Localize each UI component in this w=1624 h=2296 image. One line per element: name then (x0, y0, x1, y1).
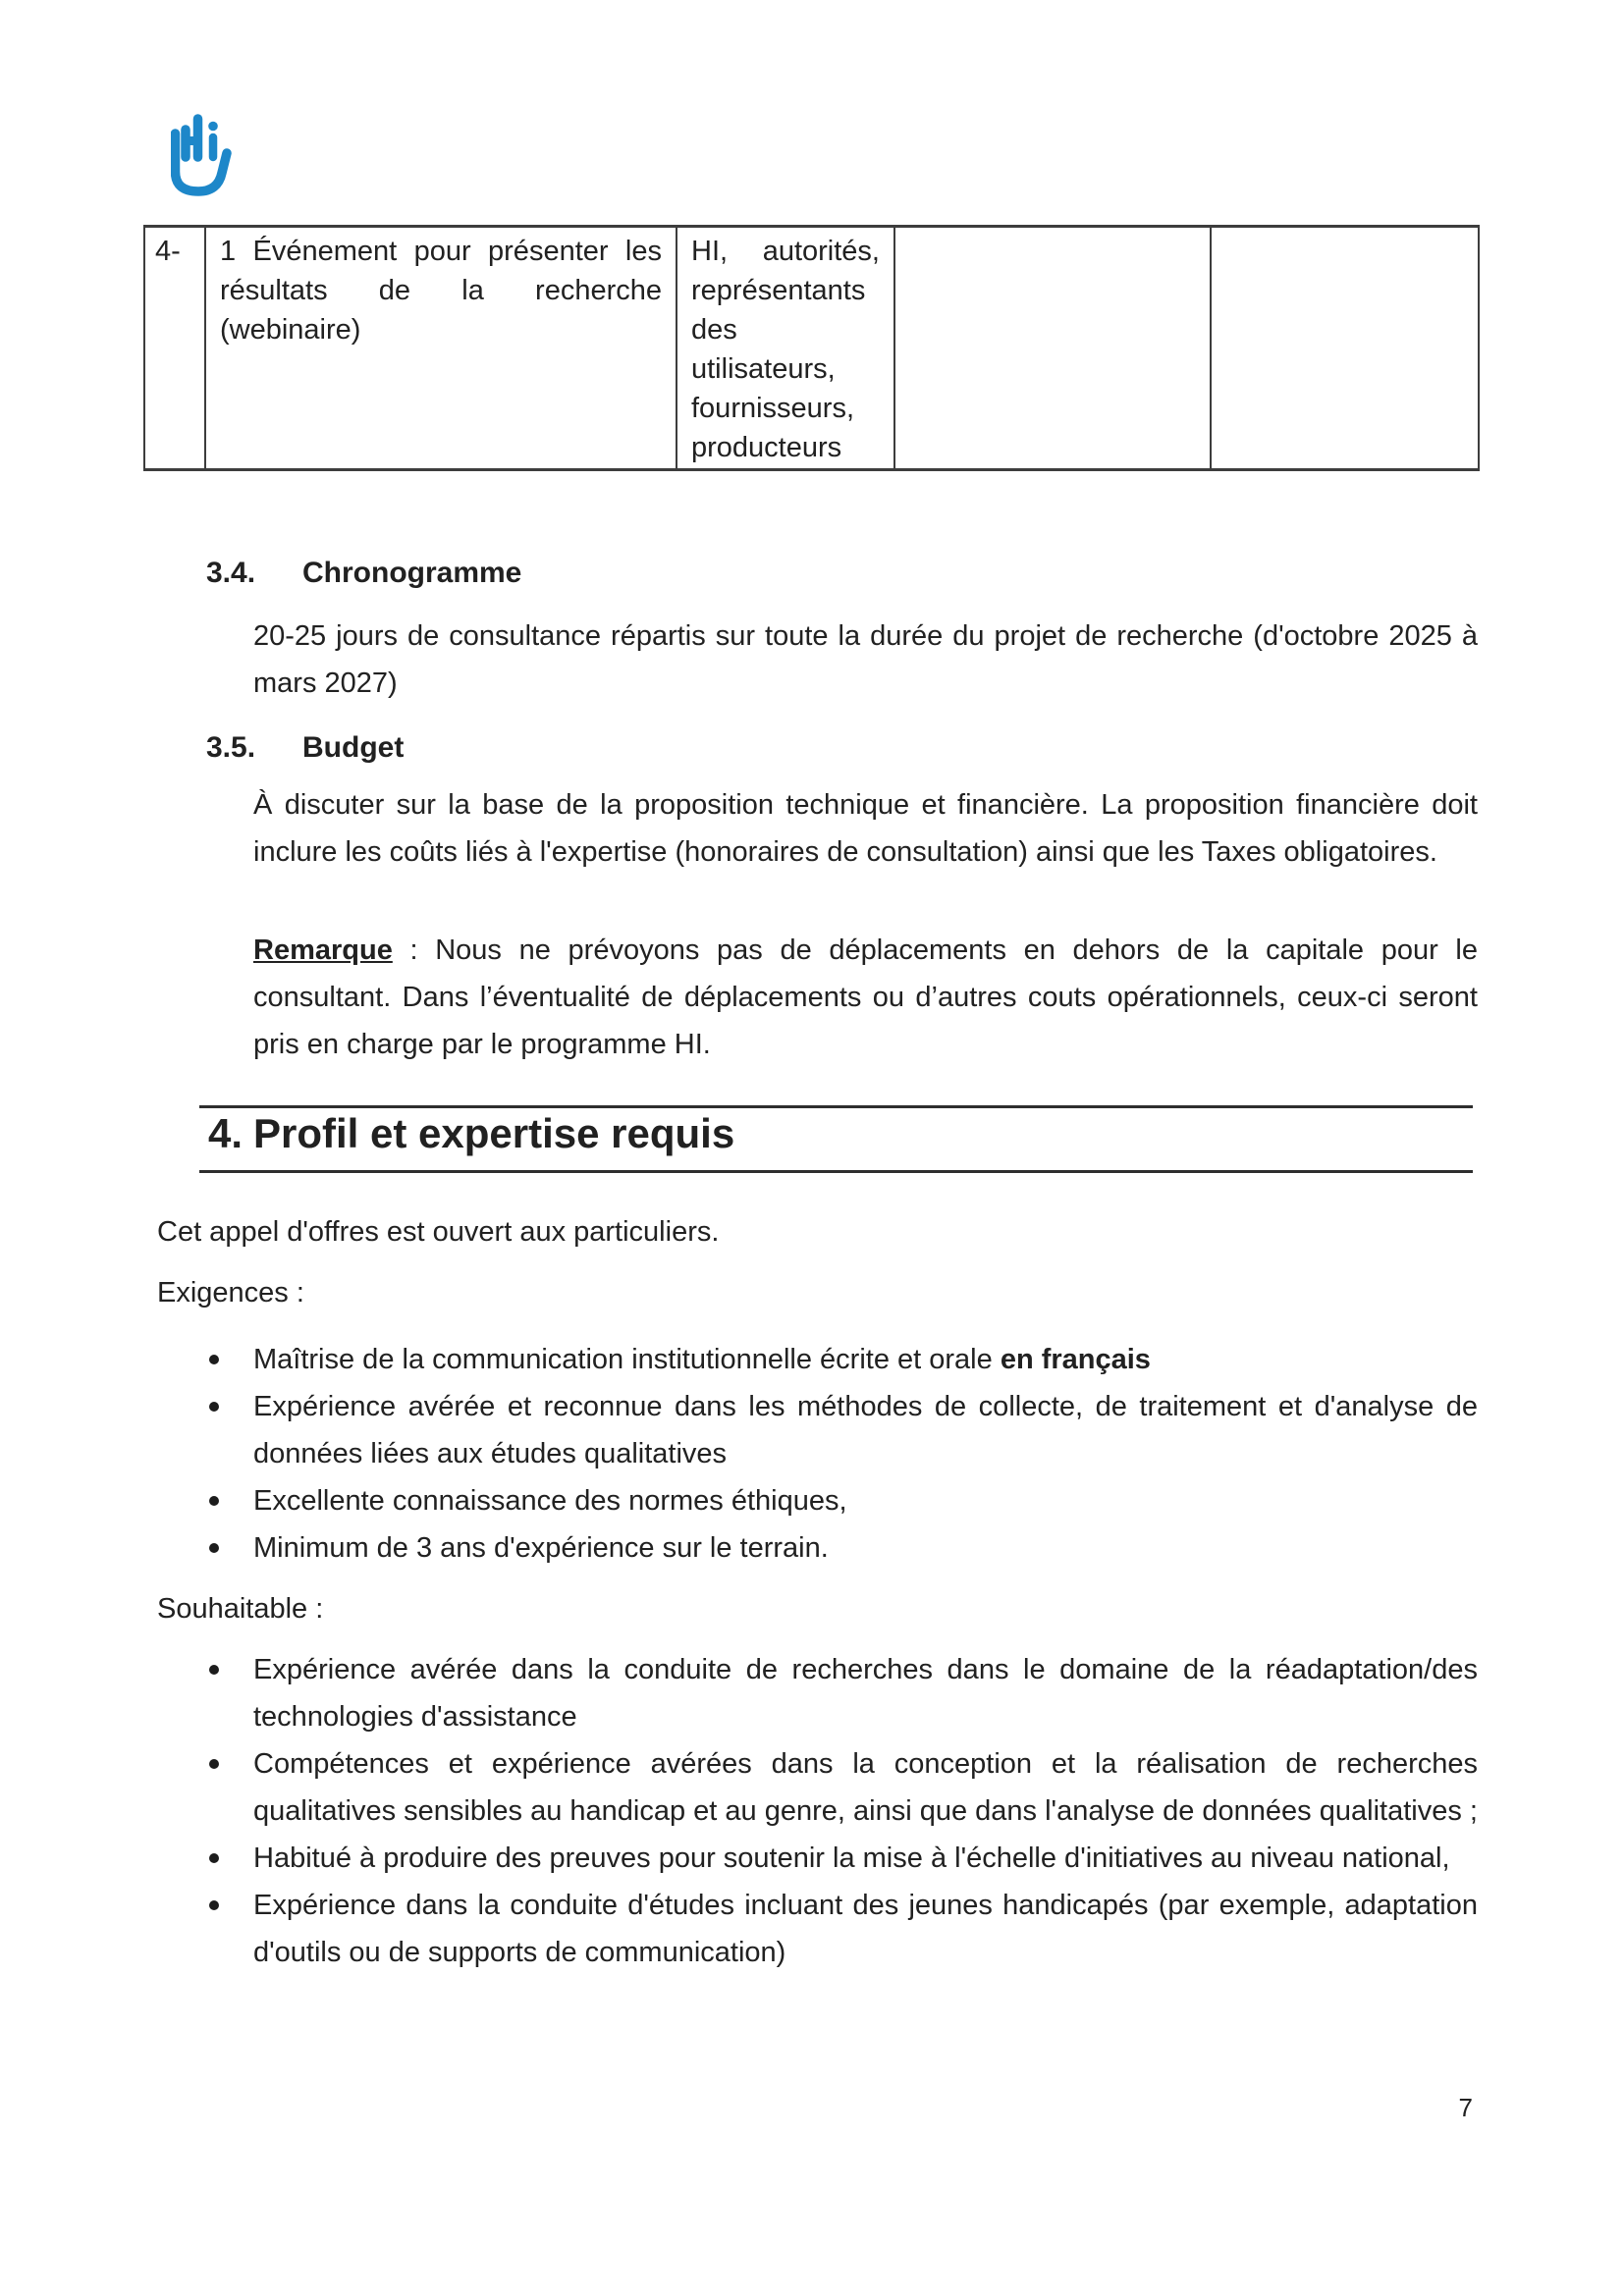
budget-paragraph: À discuter sur la base de la proposition technique et financière. La proposition financière doit inclure les coûts liés à l'expertise (honoraires de consultation) ainsi que les Taxes obligatoires. (253, 789, 1478, 868)
intro-paragraph: Cet appel d'offres est ouvert aux particuliers. (157, 1216, 720, 1248)
list-item (253, 1524, 1478, 1572)
participants-line: représentants (691, 275, 866, 306)
participants-line: des (691, 314, 737, 346)
activity-line: résultats de la recherche (220, 275, 662, 306)
remarque-paragraph (253, 927, 1478, 1068)
list-item-bold: en français (1000, 1344, 1151, 1375)
table-cell-empty-2 (1210, 228, 1478, 468)
list-item (253, 1740, 1478, 1835)
heading-rule-bottom (199, 1170, 1473, 1173)
page-number: 7 (1458, 2093, 1473, 2122)
list-item (253, 1835, 1478, 1882)
list-item (253, 1383, 1478, 1477)
activities-table (143, 225, 1480, 471)
table-cell-activity (204, 228, 676, 468)
list-item (253, 1477, 1478, 1524)
section-heading-3-5 (206, 730, 404, 765)
chronogramme-paragraph: 20-25 jours de consultance répartis sur toute la durée du projet de recherche (d'octobre 2025 à mars 2027) (253, 620, 1478, 699)
list-item (253, 1646, 1478, 1740)
section-heading-3-4 (206, 556, 521, 590)
exigences-list (253, 1336, 1478, 1572)
section-number: 3.5. (206, 731, 256, 764)
section-number: 3.4. (206, 557, 256, 589)
participants-line: utilisateurs, (691, 353, 836, 385)
exigences-label: Exigences : (157, 1277, 304, 1308)
list-item-text: Minimum de 3 ans d'expérience sur le terrain. (253, 1532, 829, 1564)
section-title: Chronogramme (302, 557, 522, 589)
table-cell-row-number (145, 228, 204, 468)
list-item-text: Expérience avérée et reconnue dans les méthodes de collecte, de traitement et d'analyse de données liées aux études qualitatives (253, 1391, 1478, 1469)
list-item-text: Maîtrise de la communication institutionnelle écrite et orale (253, 1344, 1001, 1375)
hi-hand-logo-icon (171, 114, 232, 196)
participants-line: HI, autorités, (691, 236, 880, 267)
table-cell-participants (676, 228, 893, 468)
list-item (253, 1882, 1478, 1976)
list-item-text: Excellente connaissance des normes éthiques, (253, 1485, 847, 1517)
souhaitable-label: Souhaitable : (157, 1593, 324, 1625)
participants-line: producteurs (691, 432, 842, 463)
heading-rule-top (199, 1105, 1473, 1108)
participants-line: fournisseurs, (691, 393, 855, 424)
remarque-text: : Nous ne prévoyons pas de déplacements en dehors de la capitale pour le consultant. Dans l’éventualité de déplacements ou d’autres couts opérationnels, ceux-ci seront pris en charge par le programme HI. (253, 934, 1478, 1060)
list-item-text: Expérience avérée dans la conduite de recherches dans le domaine de la réadaptation/des technologies d'assistance (253, 1654, 1478, 1733)
section-heading-4 (208, 1109, 734, 1158)
list-item-text: Habitué à produire des preuves pour soutenir la mise à l'échelle d'initiatives au niveau national, (253, 1842, 1450, 1874)
remarque-label: Remarque (253, 934, 393, 966)
list-item-text: Expérience dans la conduite d'études incluant des jeunes handicapés (par exemple, adaptation d'outils ou de supports de communication) (253, 1890, 1478, 1968)
table-cell-empty-1 (893, 228, 1210, 468)
souhaitable-list (253, 1646, 1478, 1976)
list-item (253, 1336, 1478, 1383)
activity-line: 1 Événement pour présenter les (220, 236, 662, 267)
section-title: Budget (302, 731, 405, 764)
section-title: Profil et expertise requis (253, 1110, 735, 1156)
activity-line: (webinaire) (220, 314, 361, 346)
list-item-text: Compétences et expérience avérées dans la conception et la réalisation de recherches qualitatives sensibles au handicap et au genre, ainsi que dans l'analyse de données qualitatives ; (253, 1748, 1478, 1827)
row-number: 4- (155, 236, 181, 267)
section-number: 4. (208, 1110, 244, 1156)
